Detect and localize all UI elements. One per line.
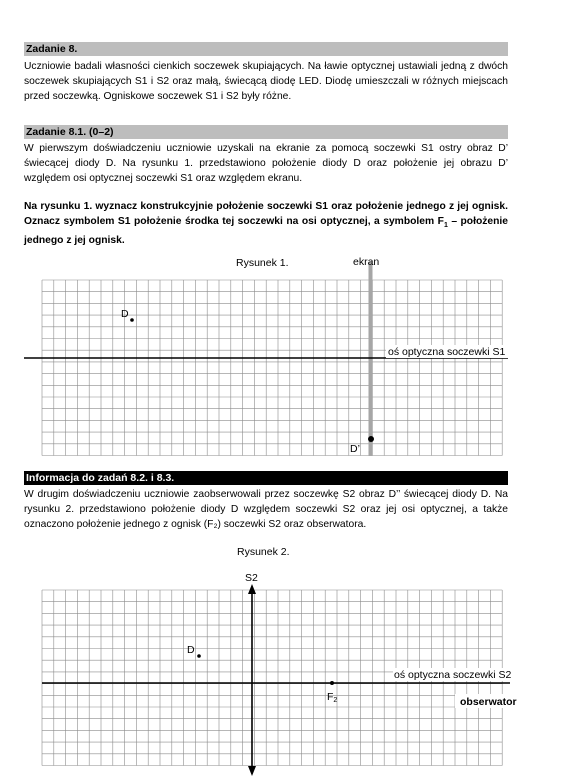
axis-s1-label: oś optyczna soczewki S1 [388,346,506,358]
lens-top-arrow-icon [248,584,256,594]
instruction-text-a: Na rysunku 1. wyznacz konstrukcyjnie położenie soczewki S1 oraz położenie jednego z jej ognisk. Oznacz symbolem S1 położenie środka tej soczewki na osi optycznej, a symbolem F [24,201,508,227]
info-text: W drugim doświadczeniu uczniowie zaobserwowali przez soczewkę S2 obraz D’’ świecącej diody D. Na rysunku 2. przedstawiono położenie diody D względem soczewki S2 oraz jej osi optycznej, a także oznaczono położenie jednego z ognisk (F₂) soczewki S2 oraz obserwatora. [24,489,508,530]
task81-header: Zadanie 8.1. (0–2) [24,125,508,139]
info-header: Informacja do zadań 8.2. i 8.3. [24,471,508,485]
figure2-caption: Rysunek 2. [237,546,290,558]
lens-bottom-arrow-icon [248,766,256,776]
figure1 [0,250,561,460]
focus-f2-subscript: 2 [333,697,338,704]
screen-label: ekran [353,256,380,268]
focus-f2-label [327,691,337,704]
task8-header: Zadanie 8. [24,42,508,56]
lens-s2-label: S2 [245,572,258,584]
diode-d2-point [197,654,201,658]
diode-d-point [130,318,134,322]
instruction-subscript: 1 [443,222,448,230]
diode-d-label: D [121,308,129,320]
observer-label: obserwator [460,696,517,708]
focus-f2-letter: F [327,691,334,703]
task8-text: Uczniowie badali własności cienkich soczewek skupiających. Na ławie optycznej ustawiali jedną z dwóch soczewek skupiających S1 i S2 oraz małą, świecącą diodę LED. Diodę umieszczali w różnych miejscach przed soczewką. Ogniskowe soczewek S1 i S2 były różne. [24,61,508,102]
instruction-text-b: – położenie jednego z jej ognisk. [24,216,508,247]
figure1-caption: Rysunek 1. [236,257,289,269]
focus-f2-point [330,681,334,685]
image-d-prime-point [368,436,374,442]
screen-bar [369,262,373,456]
diode-d2-label: D [187,644,195,656]
task81-instruction [24,199,508,248]
image-d-prime-label: D’ [350,443,360,455]
figure2 [0,540,561,780]
axis-s2-label: oś optyczna soczewki S2 [394,669,512,681]
task81-text: W pierwszym doświadczeniu uczniowie uzyskali na ekranie za pomocą soczewki S1 ostry obraz D’ świecącej diody D. Na rysunku 1. przedstawiono położenie diody D oraz położenie jej obrazu D’ względem osi optycznej soczewki S1 oraz względem ekranu. [24,143,508,184]
